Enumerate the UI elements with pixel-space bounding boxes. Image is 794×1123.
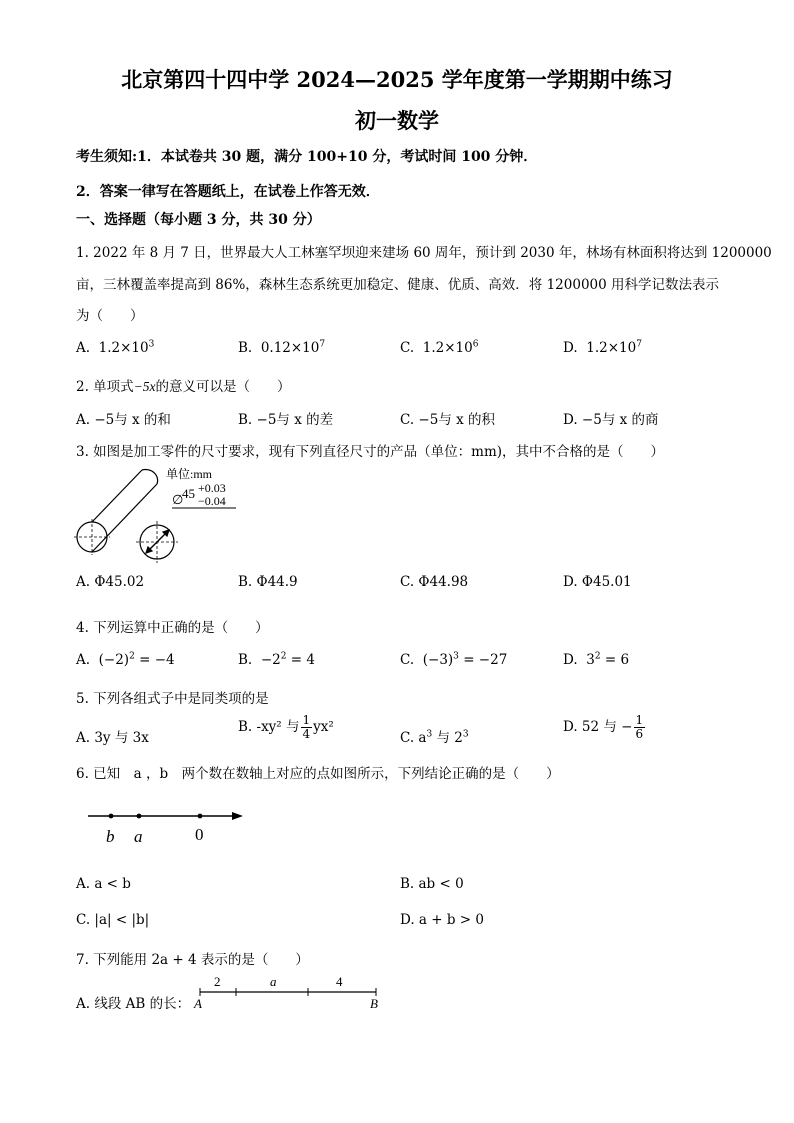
q5-option-d[interactable]: D. 52 与 − $\frac{1}{6}$ [563, 713, 644, 741]
nominal-size: 45 [182, 486, 195, 501]
segment-label-4: 4 [336, 974, 343, 989]
q1-line-1: 1. 2022 年 8 月 7 日，世界最大人工林塞罕坝迎来建场 60 周年，预计到 2030 年，林场有林面积将达到 1200000 [76, 245, 772, 261]
q5-stem: 5. 下列各组式子中是同类项的是 [76, 691, 269, 707]
cylinder-drawing [74, 469, 158, 555]
notice-line-1: 考生须知:1．本试卷共 30 题，满分 100+10 分，考试时间 100 分钟． [76, 149, 538, 165]
q2-option-c[interactable]: C. −5与 x 的积 [400, 412, 496, 428]
segment-label-a: a [270, 974, 277, 989]
q6-option-c[interactable]: C. |a| < |b| [76, 912, 150, 928]
q1-line-2: 亩，三林覆盖率提高到 86%，森林生态系统更加稳定、健康、优质、高效．将 1200000 用科学记数法表示 [76, 277, 720, 293]
q4-stem: 4. 下列运算中正确的是（ ） [76, 620, 269, 636]
q3-stem: 3. 如图是加工零件的尺寸要求，现有下列直径尺寸的产品（单位：mm)，其中不合格的是（ ） [76, 444, 665, 460]
fraction-sixth: $\frac{1}{6}$ [635, 713, 644, 741]
q7-stem: 7. 下列能用 2a + 4 表示的是（ ） [76, 952, 309, 968]
q4-option-a[interactable]: A. $(-2)^2 = -4$ [76, 651, 175, 668]
segment-label-2: 2 [214, 974, 221, 989]
q6-stem: 6. 已知 a ，b 两个数在数轴上对应的点如图所示，下列结论正确的是（ ） [76, 766, 560, 782]
origin-label: 0 [195, 825, 204, 844]
q2-option-d[interactable]: D. −5与 x 的商 [563, 412, 659, 428]
q5-option-c[interactable]: C. $a^3$ 与 $2^3$ [400, 729, 469, 746]
q7-option-a[interactable]: A. 线段 AB 的长： [76, 996, 191, 1012]
page-title: 北京第四十四中学 2024—2025 学年度第一学期期中练习 [121, 67, 673, 92]
q3-option-c[interactable]: C. Φ44.98 [400, 574, 469, 590]
section-heading: 一、选择题（每小题 3 分，共 30 分） [76, 212, 321, 228]
q6-option-a[interactable]: A. a < b [76, 876, 131, 892]
lower-tolerance: −0.04 [198, 494, 226, 508]
endpoint-a-label: A [194, 996, 202, 1011]
page-subtitle: 初一数学 [355, 108, 439, 133]
q4-option-c[interactable]: C. $(-3)^3 = -27$ [400, 651, 508, 668]
q3-option-d[interactable]: D. Φ45.01 [563, 574, 632, 590]
q2-stem: 2. 单项式−5x的意义可以是（ ） [76, 379, 291, 395]
q2-option-a[interactable]: A. −5与 x 的和 [76, 412, 171, 428]
q5-option-b[interactable]: B. -xy² 与 $\frac{1}{4}$ yx² [238, 713, 334, 741]
q3-option-b[interactable]: B. Φ44.9 [238, 574, 298, 590]
notice-line-2: 2．答案一律写在答题纸上，在试卷上作答无效． [76, 184, 380, 200]
unit-label: 单位:mm [166, 467, 213, 481]
q3-option-a[interactable]: A. Φ45.02 [76, 574, 145, 590]
q6-option-d[interactable]: D. a + b > 0 [400, 912, 484, 928]
point-b-label: b [106, 827, 115, 846]
q4-option-d[interactable]: D. $3^2 = 6$ [563, 651, 630, 668]
cross-section-drawing [136, 521, 178, 563]
q2-option-b[interactable]: B. −5与 x 的差 [238, 412, 334, 428]
point-a-label: a [134, 827, 143, 846]
diameter-symbol: ∅ [172, 492, 184, 507]
fraction-quarter: $\frac{1}{4}$ [302, 713, 311, 741]
q5-option-a[interactable]: A. 3y 与 3x [76, 730, 149, 746]
q1-option-a[interactable]: A. $1.2\times 10^3$ [76, 339, 155, 356]
q4-option-b[interactable]: B. $-2^2 = 4$ [238, 651, 315, 668]
q1-option-c[interactable]: C. $1.2\times 10^6$ [400, 339, 479, 356]
q6-option-b[interactable]: B. ab < 0 [400, 876, 464, 892]
upper-tolerance: +0.03 [198, 481, 226, 495]
endpoint-b-label: B [370, 996, 378, 1011]
q1-option-d[interactable]: D. $1.2\times 10^7$ [563, 339, 642, 356]
q1-option-b[interactable]: B. $0.12\times 10^7$ [238, 339, 326, 356]
q1-line-3: 为（ ） [76, 308, 144, 324]
